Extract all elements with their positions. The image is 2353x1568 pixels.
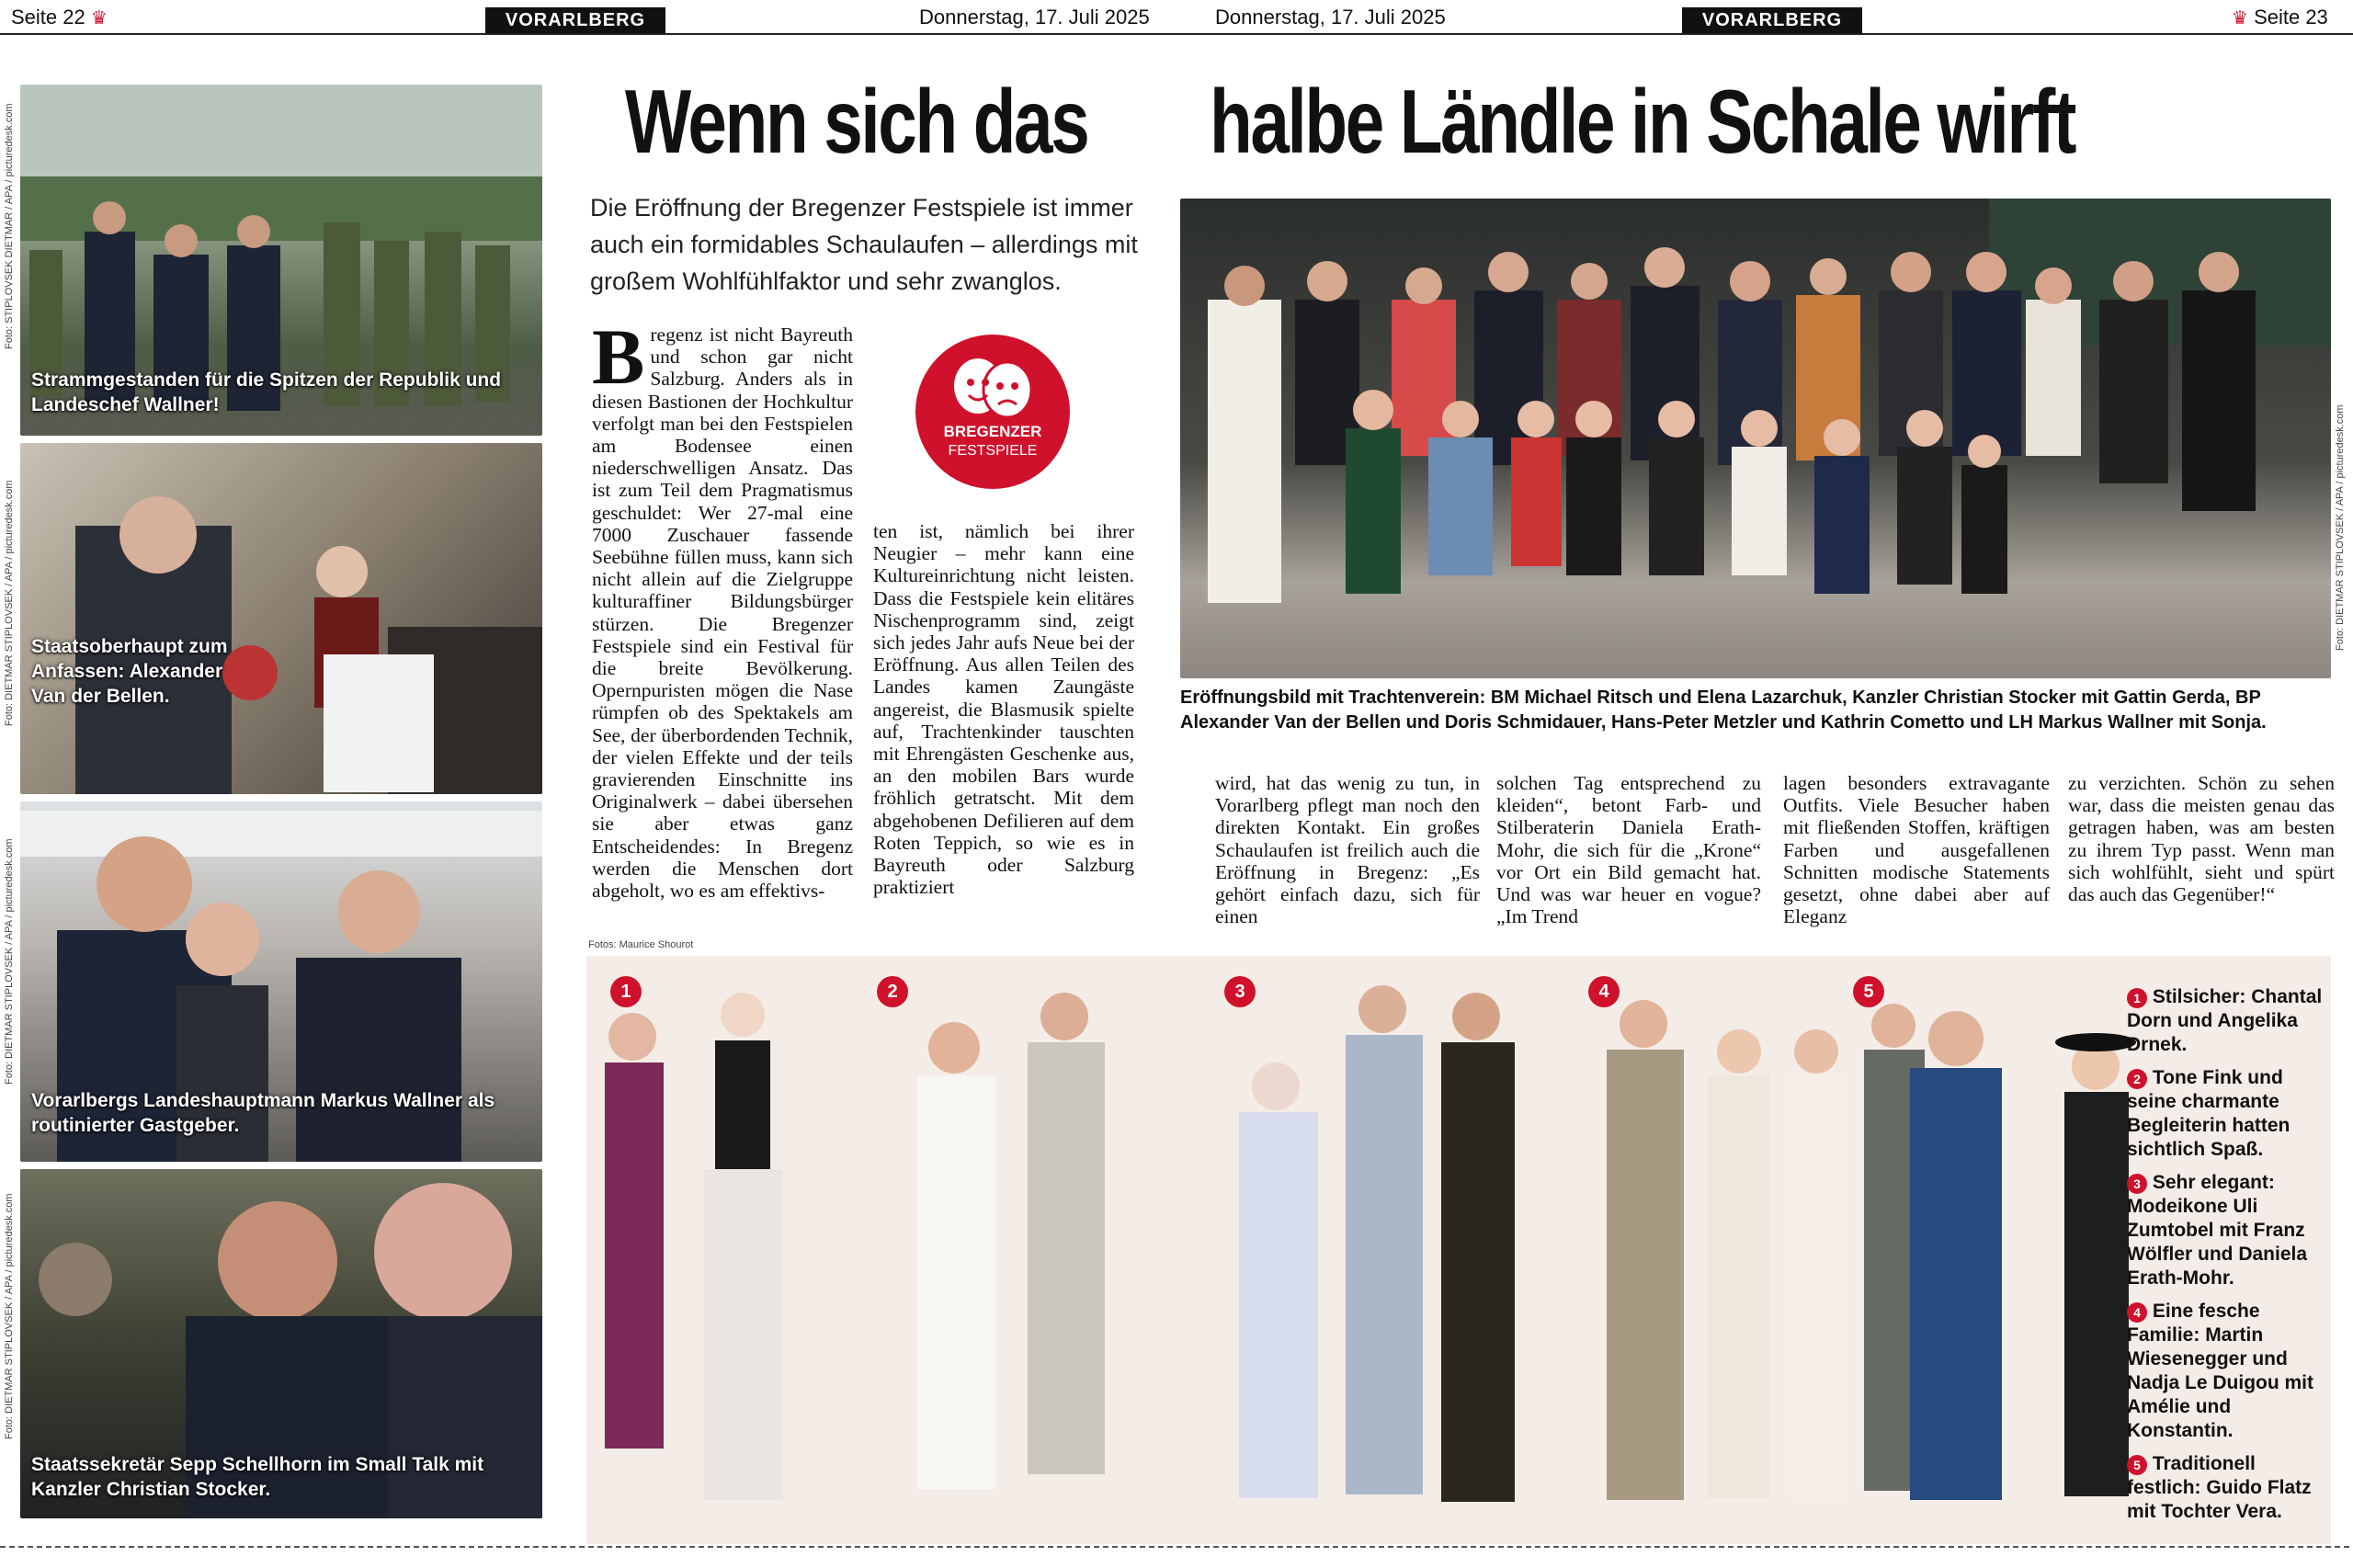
- fashion-number-2: 2: [877, 976, 908, 1007]
- logo-line1: BREGENZER: [943, 423, 1042, 440]
- lead-paragraph: Die Eröffnung der Bregenzer Festspiele ist immer auch ein formidables Schaulaufen – allerdings mit großem Wohlfühlfaktor und sehr zwanglos.: [590, 194, 1138, 295]
- legend-item-2: [2127, 1066, 2325, 1162]
- fashion-number-4: 4: [1588, 976, 1620, 1007]
- legend-item-4: [2127, 1300, 2325, 1443]
- fashion-number-5: 5: [1853, 976, 1884, 1007]
- drop-cap: B: [592, 312, 645, 401]
- legend-item-3: [2127, 1171, 2325, 1290]
- fashion-box: [586, 956, 2331, 1544]
- legend-item-1: [2127, 985, 2325, 1057]
- fashion-legend: [2127, 985, 2325, 1533]
- photo-credit: Foto: DIETMAR STIPLOVSEK / APA / picturedesk.com: [2335, 404, 2346, 651]
- date-left: Donnerstag, 17. Juli 2025: [919, 6, 1150, 28]
- header-rule: [0, 33, 2353, 35]
- group-illustration: [1180, 199, 2331, 678]
- crown-icon: ♛: [2232, 8, 2248, 28]
- legend-number: 1: [2127, 988, 2147, 1008]
- footer-rule: [0, 1546, 2353, 1548]
- crown-icon: ♛: [90, 8, 108, 28]
- page-number-left: [11, 6, 108, 29]
- legend-number: 5: [2127, 1455, 2147, 1475]
- fashion-photo-credit: Fotos: Maurice Shourot: [588, 939, 694, 950]
- photo-credit: Foto: DIETMAR STIPLOVSEK / APA / picturedesk.com: [4, 480, 15, 726]
- fashion-number-3: 3: [1224, 976, 1256, 1007]
- article-text-1: regenz ist nicht Bayreuth und schon gar nicht Salzburg. Anders als in diesen Bastionen der Hochkultur verfolgt man bei den Festspielen am Bodensee einen niederschwelligen Ansatz. Das ist zum Teil dem Pragmatismus geschuldet: Wer 27-mal eine 7000 Zuschauer fassende Seebühne füllen muss, kann sich nicht allein auf die Zielgruppe kulturaffiner Bildungsbürger stürzen. Die Bregenzer Festspiele sind ein Festival für die breite Bevölkerung. Opernpuristen mögen die Nase rümpfen ob des Spektakels am See, der überbordenden Technik, der vielen Effekte und der teils gravierenden Einschnitte ins Originalwerk – dabei übersehen sie aber etwas ganz Entscheidendes: In Bregenz werden die Menschen dort abgeholt, wo es am effektivs-: [592, 324, 853, 903]
- legend-number: 2: [2127, 1069, 2147, 1089]
- side-photo-caption: Vorarlbergs Landeshauptmann Markus Wallner als routinierter Gastgeber.: [31, 1090, 495, 1136]
- article-column-3: wird, hat das wenig zu tun, in Vorarlberg pflegt man noch den direkten Kontakt. Ein großes Schaulaufen ist freilich auch die Eröffnung in Bregenz: „Es gehört einfach dazu, sich für einen: [1215, 772, 1480, 928]
- legend-number: 4: [2127, 1302, 2147, 1323]
- article-column-5: lagen besonders extravagante Outfits. Viele Besucher haben mit fließenden Stoffen, kräftigen Farben und ausgefallenen Schnitten modische Statements gesetzt, ohne dabei aber auf Eleganz: [1783, 772, 2050, 928]
- legend-text: Sehr elegant: Modeikone Uli Zumtobel mit Franz Wölfler und Daniela Erath-Mohr.: [2127, 1172, 2308, 1289]
- main-photo-caption: Eröffnungsbild mit Trachtenverein: BM Michael Ritsch und Elena Lazarchuk, Kanzler Christian Stocker mit Gattin Gerda, BP Alexander Van der Bellen und Doris Schmidauer, Hans-Peter Metzler und Kathrin Cometto und LH Markus Wallner mit Sonja.: [1180, 687, 2267, 733]
- legend-text: Traditionell festlich: Guido Flatz mit Tochter Vera.: [2127, 1453, 2312, 1522]
- fashion-number-1: 1: [610, 976, 642, 1007]
- side-photo-caption: Staatsoberhaupt zum Anfassen: Alexander Van der Bellen.: [31, 636, 228, 707]
- side-photo-guard: [20, 85, 542, 436]
- side-photo-governor: [20, 801, 542, 1162]
- headline-part2: halbe Ländle in Schale wirft: [1210, 71, 2075, 172]
- region-label-right: VORARLBERG: [1682, 7, 1862, 34]
- page-number-right-text: Seite 23: [2254, 6, 2328, 28]
- article-column-6: zu verzichten. Schön zu sehen war, dass die meisten genau das getragen haben, was am besten zu ihrem Typ passt. Wenn man sich wohlfühlt, sieht und spürt das auch das Gegenüber!“: [2068, 772, 2335, 906]
- legend-number: 3: [2127, 1174, 2147, 1194]
- logo-line2: FESTSPIELE: [948, 443, 1038, 459]
- side-photo-smalltalk: [20, 1169, 542, 1518]
- photo-credit: Foto: STIPLOVSEK DIETMAR / APA / picturedesk.com: [4, 103, 15, 349]
- side-photo-caption: Staatssekretär Sepp Schellhorn im Small Talk mit Kanzler Christian Stocker.: [31, 1454, 484, 1500]
- festival-logo: [915, 335, 1070, 489]
- president-illustration: [20, 443, 542, 794]
- theater-masks-icon: [915, 344, 1070, 436]
- legend-text: Stilsicher: Chantal Dorn und Angelika Drnek.: [2127, 986, 2323, 1055]
- headline-part1: Wenn sich das: [625, 71, 1088, 172]
- page-number-right: [2232, 6, 2328, 29]
- legend-item-5: [2127, 1452, 2325, 1524]
- article-column-2: ten ist, nämlich bei ihrer Neugier – mehr kann eine Kultureinrichtung nicht leisten. Dass die Festspiele kein elitäres Nischenprogramm sind, zeigt sich jedes Jahr aufs Neue bei der Eröffnung. Aus allen Teilen des Landes kamen Zaungäste angereist, die Blasmusik spielte auf, Trachtenkinder tauschten mit Ehrengästen Geschenke aus, an den mobilen Bars wurde fröhlich getratscht. Mit dem abgehobenen Defilieren auf dem Roten Teppich, so wie es in Bayreuth oder Salzburg praktiziert: [873, 520, 1134, 899]
- side-photo-president: [20, 443, 542, 794]
- region-label-left: VORARLBERG: [485, 7, 665, 34]
- article-column-4: solchen Tag entsprechend zu kleiden“, betont Farb- und Stilberaterin Daniela Erath-Mohr, die sich für die „Krone“ vor Ort ein Bild gemacht hat. Und was war heuer en vogue? „Im Trend: [1496, 772, 1761, 928]
- article-column-1: [592, 312, 853, 903]
- legend-text: Tone Fink und seine charmante Begleiterin hatten sichtlich Spaß.: [2127, 1067, 2290, 1160]
- photo-credit: Foto: DIETMAR STIPLOVSEK / APA / picturedesk.com: [4, 838, 15, 1085]
- main-group-photo: [1180, 199, 2331, 678]
- photo-credit: Foto: DIETMAR STIPLOVSEK / APA / picturedesk.com: [4, 1193, 15, 1439]
- page-number-left-text: Seite 22: [11, 6, 85, 28]
- date-right: Donnerstag, 17. Juli 2025: [1215, 6, 1446, 28]
- side-photo-caption: Strammgestanden für die Spitzen der Republik und Landeschef Wallner!: [31, 369, 502, 415]
- legend-text: Eine fesche Familie: Martin Wiesenegger und Nadja Le Duigou mit Amélie und Konstantin.: [2127, 1301, 2314, 1441]
